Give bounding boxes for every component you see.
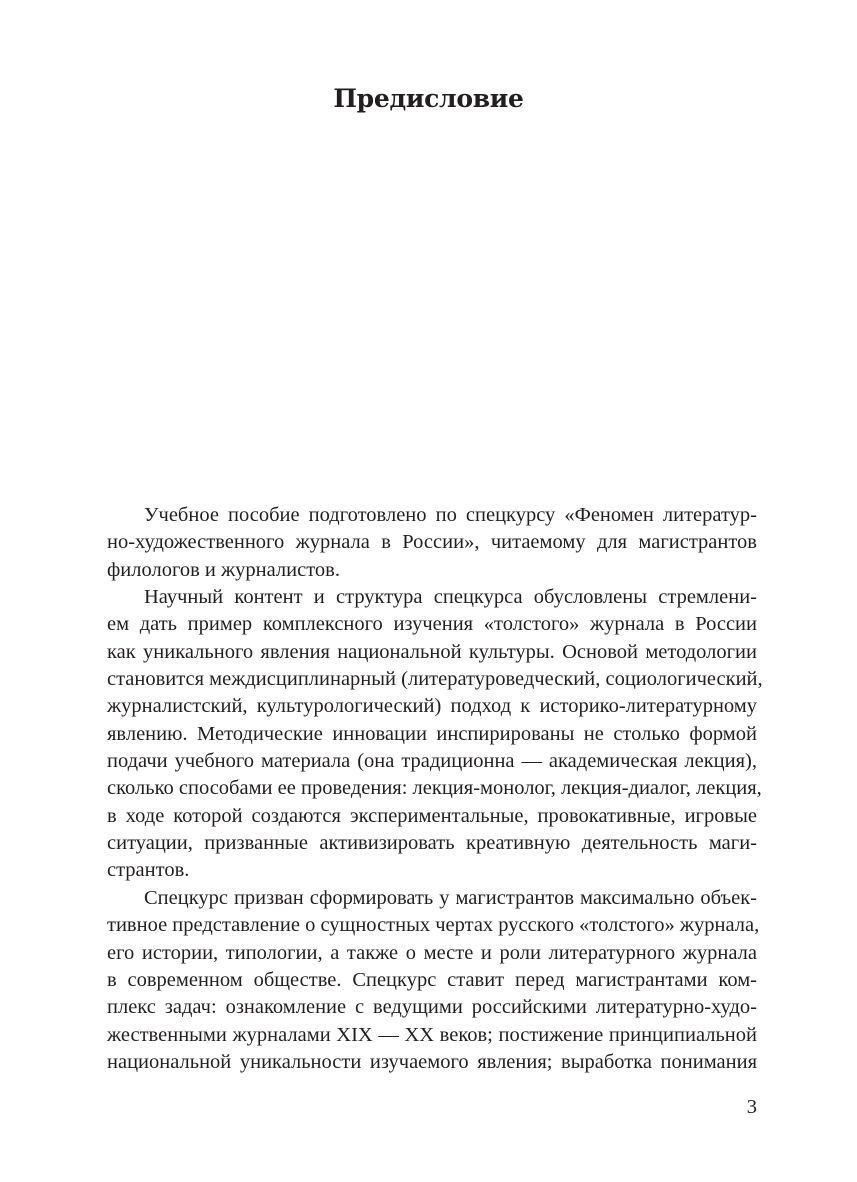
text-line: явлению. Методические инновации инспирированы не столько формой <box>107 722 757 745</box>
text-line: журналистский, культурологический) подход к историко-литературному <box>107 695 757 718</box>
text-line: его истории, типологии, а также о месте и роли литературного журнала <box>107 941 757 964</box>
text-line: в современном обществе. Спецкурс ставит перед магистрантами ком- <box>107 968 757 991</box>
text-line: но-художественного журнала в России», читаемому для магистрантов <box>107 531 757 554</box>
body-text <box>107 502 763 1076</box>
text-line: Спецкурс призван сформировать у магистрантов максимально объек- <box>144 886 757 909</box>
text-line: Учебное пособие подготовлено по спецкурсу «Феномен литератур- <box>144 504 757 526</box>
text-line: ситуации, призванные активизировать креативную деятельность маги- <box>107 832 757 855</box>
text-line: жественными журналами XIX — XX веков; постижение принципиальной <box>107 1023 757 1046</box>
text-line: становится междисциплинарный (литературоведческий, социологический, <box>107 668 763 691</box>
text-line: в ходе которой создаются экспериментальные, провокативные, игровые <box>107 804 757 827</box>
text-line: плекс задач: ознакомление с ведущими российскими литературно-худо- <box>107 996 757 1019</box>
page-number: 3 <box>746 1096 757 1118</box>
text-line: сколько способами ее проведения: лекция-монолог, лекция-диалог, лекция, <box>107 777 762 800</box>
text-line: Научный контент и структура спецкурса обусловлены стремлени- <box>144 586 757 609</box>
paragraph-1 <box>107 502 757 584</box>
text-line: подачи учебного материала (она традиционна — академическая лекция), <box>107 750 757 773</box>
text-line: как уникального явления национальной культуры. Основой методологии <box>107 640 757 663</box>
text-line: странтов. <box>107 859 190 882</box>
paragraph-2 <box>107 584 763 885</box>
page-title: Предисловие <box>333 84 524 113</box>
paragraph-3 <box>107 885 760 1076</box>
text-line: ем дать пример комплексного изучения «толстого» журнала в России <box>107 613 757 636</box>
text-line: национальной уникальности изучаемого явления; выработка понимания <box>107 1050 757 1073</box>
text-line: тивное представление о сущностных чертах русского «толстого» журнала, <box>107 914 760 937</box>
text-line: филологов и журналистов. <box>107 558 340 581</box>
